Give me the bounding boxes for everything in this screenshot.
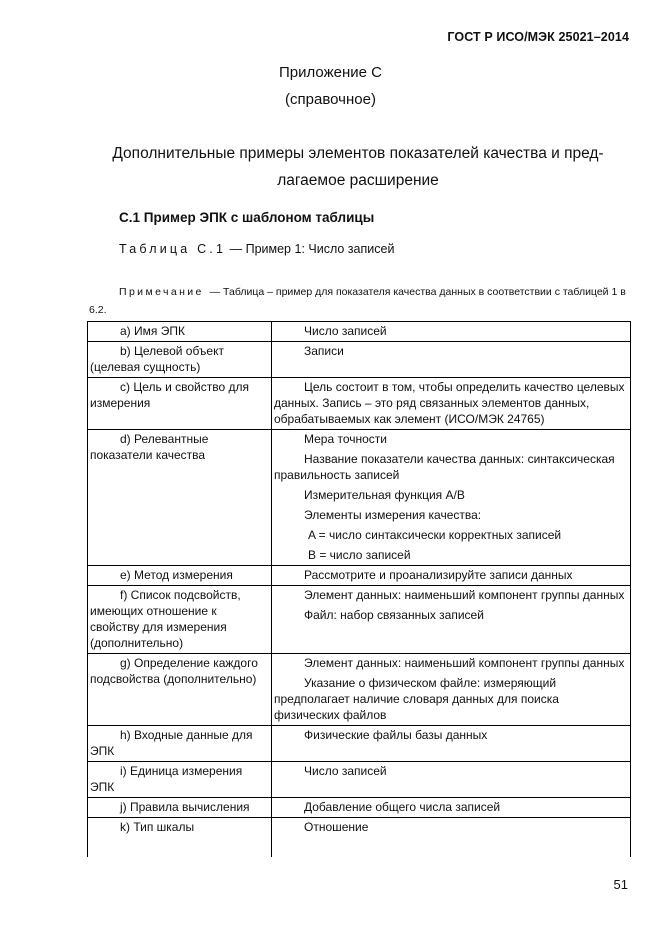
annex-title: Приложение С: [279, 64, 382, 81]
row-content-cell: [272, 322, 631, 342]
row-content-cell: [272, 430, 631, 566]
row-label-cell: [88, 342, 272, 378]
row-content-paragraph: Мера точности: [304, 432, 388, 446]
row-content-paragraph: Рассмотрите и проанализируйте записи данных: [304, 568, 573, 582]
row-content-paragraph: Цель состоит в том, чтобы определить качество целевых данных. Запись – это ряд связанных элементов данных, обрабатываемых как элемент (ИСО/МЭК 24765): [274, 380, 625, 426]
table-caption-label: Таблица С.1: [119, 242, 227, 256]
row-content-cell: [272, 726, 631, 762]
row-content-cell: [272, 798, 631, 818]
note-label: Примечание: [119, 286, 204, 298]
section-title: [80, 140, 636, 194]
row-label: h) Входные данные для ЭПК: [90, 728, 253, 758]
epk-table: [87, 321, 631, 857]
row-label: f) Список подсвойств, имеющих отношение к свойству для измерения (дополнительно): [90, 588, 241, 650]
row-content-paragraph: B = число записей: [308, 548, 411, 562]
row-content-paragraph: Число записей: [304, 324, 387, 338]
row-label: е) Метод измерения: [120, 568, 233, 582]
annex-subtitle: (справочное): [285, 91, 376, 108]
section-title-line-2: лагаемое расширение: [277, 172, 439, 189]
section-title-line-1: Дополнительные примеры элементов показателей качества и пред-: [112, 145, 604, 162]
row-label-cell: [88, 378, 272, 430]
row-content-paragraph: Файл: набор связанных записей: [304, 608, 484, 622]
document-standard-code: ГОСТ Р ИСО/МЭК 25021–2014: [447, 30, 629, 44]
row-label: d) Релевантные показатели качества: [90, 432, 209, 462]
row-content-paragraph: Физические файлы базы данных: [304, 728, 488, 742]
table-row: [88, 322, 631, 342]
table-row: [88, 586, 631, 654]
table-caption: [119, 242, 394, 256]
row-label-cell: [88, 726, 272, 762]
table-row: [88, 566, 631, 586]
row-label-cell: [88, 798, 272, 818]
row-content-paragraph: Указание о физическом файле: измеряющий предполагает наличие словаря данных для поиска физических файлов: [274, 676, 559, 722]
row-label-cell: [88, 322, 272, 342]
row-label: g) Определение каждого подсвойства (дополнительно): [90, 656, 258, 686]
table-row: [88, 726, 631, 762]
table-row: [88, 762, 631, 798]
table-row: [88, 818, 631, 858]
table-row: [88, 430, 631, 566]
table-row: [88, 654, 631, 726]
row-label: b) Целевой объект (целевая сущность): [90, 344, 224, 374]
row-content-paragraph: Элемент данных: наименьший компонент группы данных: [304, 588, 625, 602]
table-row: [88, 342, 631, 378]
epk-table-body: [88, 322, 631, 858]
row-label: с) Цель и свойство для измерения: [90, 380, 249, 410]
row-label-cell: [88, 586, 272, 654]
row-label-cell: [88, 430, 272, 566]
note: [89, 283, 630, 319]
row-content-cell: [272, 762, 631, 798]
page-number: 51: [613, 877, 628, 892]
row-label: j) Правила вычисления: [120, 800, 250, 814]
row-content-paragraph: Число записей: [304, 764, 387, 778]
row-content-cell: [272, 566, 631, 586]
note-text: — Таблица – пример для показателя качества данных в соответствии с таблицей 1 в 6.2.: [89, 286, 626, 316]
subsection-title: С.1 Пример ЭПК с шаблоном таблицы: [119, 210, 375, 225]
row-content-paragraph: A = число синтаксически корректных записей: [308, 528, 562, 542]
row-label: i) Единица измерения ЭПК: [90, 764, 243, 794]
row-label: k) Тип шкалы: [120, 820, 195, 834]
row-content-paragraph: Название показатели качества данных: синтаксическая правильность записей: [274, 452, 615, 482]
row-content-paragraph: Элемент данных: наименьший компонент группы данных: [304, 656, 625, 670]
row-content-cell: [272, 586, 631, 654]
table-caption-text: — Пример 1: Число записей: [229, 242, 395, 256]
row-label-cell: [88, 818, 272, 858]
row-content-cell: [272, 378, 631, 430]
table-row: [88, 798, 631, 818]
row-content-cell: [272, 654, 631, 726]
row-label-cell: [88, 654, 272, 726]
row-content-cell: [272, 818, 631, 858]
row-content-paragraph: Записи: [304, 344, 344, 358]
table-row: [88, 378, 631, 430]
row-content-paragraph: Элементы измерения качества:: [304, 508, 482, 522]
row-label-cell: [88, 566, 272, 586]
row-content-paragraph: Добавление общего числа записей: [304, 800, 501, 814]
row-label: а) Имя ЭПК: [120, 324, 185, 338]
row-label-cell: [88, 762, 272, 798]
row-content-paragraph: Измерительная функция A/B: [304, 488, 465, 502]
row-content-paragraph: Отношение: [304, 820, 369, 834]
row-content-cell: [272, 342, 631, 378]
